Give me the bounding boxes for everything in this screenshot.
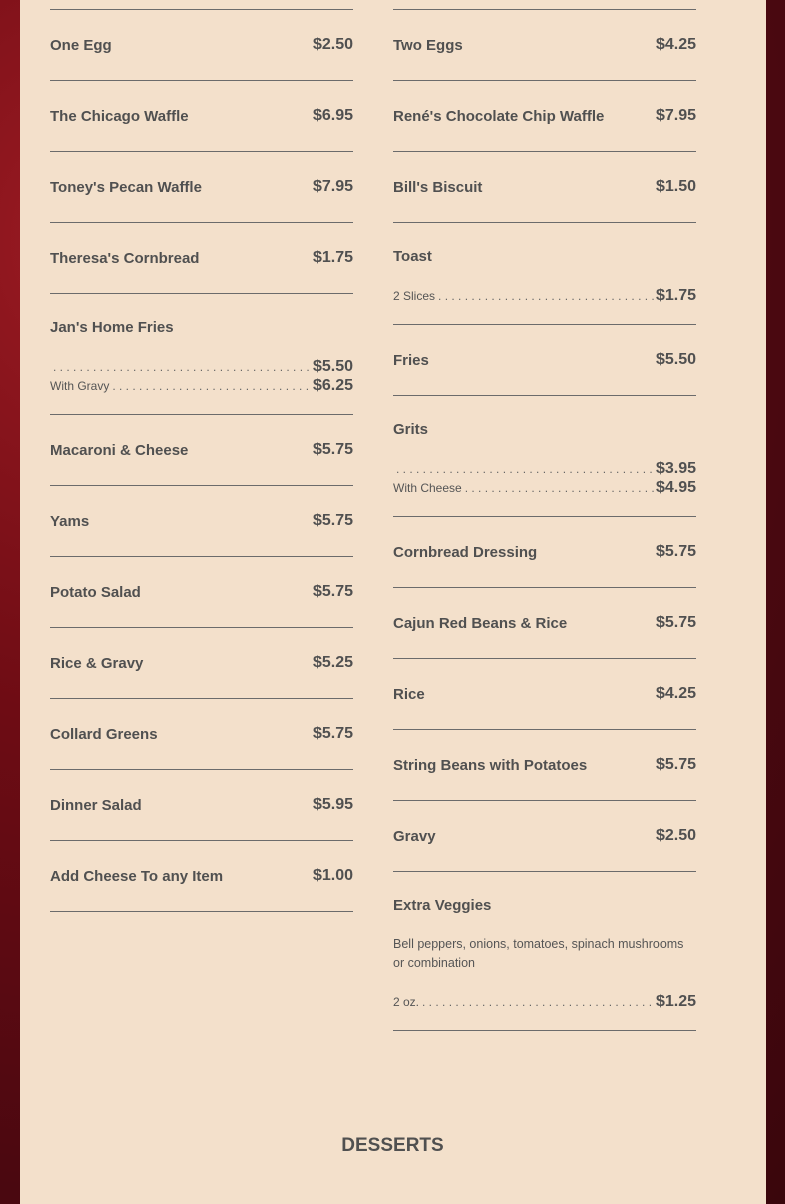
variant-label: 2 oz. [393,995,420,1009]
item-name: Grits [393,421,429,438]
item-name: One Egg [50,36,112,54]
item-name: Extra Veggies [393,897,492,914]
menu-item [393,659,696,730]
item-name: Dinner Salad [50,796,142,814]
variant-price: $4.95 [655,479,696,496]
menu-item [50,628,353,699]
menu-item [393,801,696,872]
item-price: $6.95 [312,107,353,124]
menu-item-extra-veggies [393,872,696,1031]
item-price: $5.75 [312,512,353,529]
menu-column-left [50,0,353,912]
item-name: Cornbread Dressing [393,543,538,561]
menu-item [50,699,353,770]
menu-item [393,325,696,396]
item-name: Theresa's Cornbread [50,249,200,267]
dot-leader [438,287,655,306]
dot-leader [396,460,655,479]
menu-item [50,557,353,628]
variant-row [50,376,353,395]
menu-item-home-fries [50,294,353,415]
item-name: Jan's Home Fries [50,319,174,336]
item-name: Two Eggs [393,36,463,54]
item-name: Bill's Biscuit [393,178,483,196]
item-name: Macaroni & Cheese [50,441,189,459]
variant-label: 2 Slices [393,289,436,303]
item-name: String Beans with Potatoes [393,756,588,774]
variant-row [393,459,696,478]
variant-row [50,357,353,376]
menu-item [50,486,353,557]
variant-row [393,478,696,497]
menu-item [50,223,353,294]
menu-item [393,730,696,801]
variant-price: $5.50 [312,358,353,375]
divider [50,0,353,10]
menu-item [50,10,353,81]
item-price: $5.95 [312,796,353,813]
item-name: Fries [393,351,429,369]
menu-item [393,81,696,152]
item-price: $2.50 [312,36,353,53]
item-price: $1.00 [312,867,353,884]
menu-item [393,152,696,223]
menu-item [393,588,696,659]
item-price: $4.25 [655,36,696,53]
menu-item [393,10,696,81]
variant-row [393,286,696,305]
item-price: $5.75 [312,725,353,742]
item-price: $5.50 [655,351,696,368]
variant-price: $6.25 [312,377,353,394]
item-name: The Chicago Waffle [50,107,189,125]
item-price: $5.75 [655,756,696,773]
item-price: $5.75 [312,441,353,458]
variant-price: $3.95 [655,460,696,477]
variant-price: $1.25 [655,993,696,1010]
menu-column-right [393,0,696,1031]
variant-label: With Gravy [50,379,110,393]
item-name: Toney's Pecan Waffle [50,178,202,196]
menu-item [50,770,353,841]
item-price: $1.50 [655,178,696,195]
item-name: Yams [50,512,90,530]
item-name: Gravy [393,827,436,845]
item-name: Cajun Red Beans & Rice [393,614,568,632]
item-price: $7.95 [312,178,353,195]
divider [393,0,696,10]
item-name: Potato Salad [50,583,141,601]
item-name: Collard Greens [50,725,158,743]
dot-leader [112,377,312,396]
item-price: $5.75 [655,614,696,631]
item-name: Add Cheese To any Item [50,867,224,885]
menu-item [50,841,353,912]
item-name: René's Chocolate Chip Waffle [393,107,605,125]
item-price: $2.50 [655,827,696,844]
menu-item-toast [393,223,696,325]
item-name: Rice [393,685,425,703]
variant-row [393,992,696,1011]
menu-item [50,81,353,152]
menu-item [50,415,353,486]
dot-leader [53,358,312,377]
item-name: Toast [393,248,432,265]
item-price: $5.75 [312,583,353,600]
menu-item [50,152,353,223]
dot-leader [465,479,655,498]
variant-label: With Cheese [393,481,462,495]
item-price: $5.75 [655,543,696,560]
menu-item-grits [393,396,696,517]
item-price: $1.75 [312,249,353,266]
menu-item [393,517,696,588]
dot-leader [422,993,655,1012]
item-price: $4.25 [655,685,696,702]
item-description: Bell peppers, onions, tomatoes, spinach mushrooms or combination [393,937,684,970]
section-heading-desserts: DESSERTS [341,1135,444,1156]
item-price: $5.25 [312,654,353,671]
variant-price: $1.75 [655,287,696,304]
item-name: Rice & Gravy [50,654,144,672]
item-price: $7.95 [655,107,696,124]
